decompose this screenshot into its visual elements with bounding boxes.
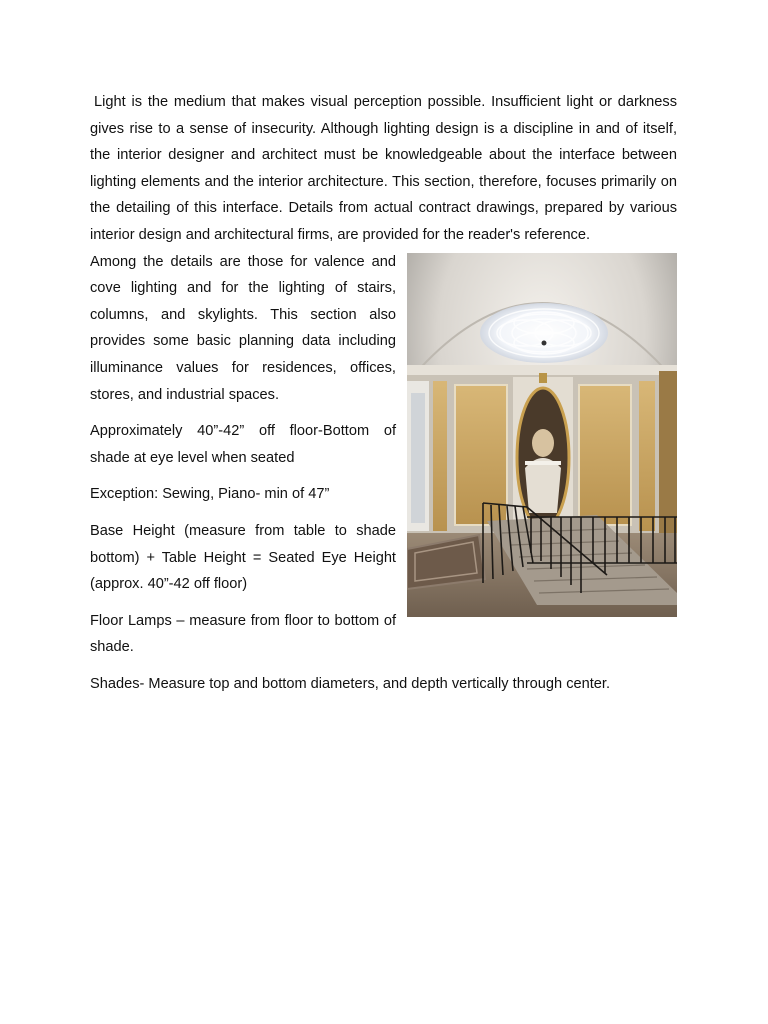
floor-lamps-paragraph: Floor Lamps – measure from floor to bottom of shade. <box>90 612 396 656</box>
document-page <box>90 89 677 697</box>
eye-level-height-paragraph: Approximately 40”-42” off floor-Bottom of shade at eye level when seated <box>90 423 396 466</box>
shades-paragraph: Shades- Measure top and bottom diameters, and depth vertically through center. <box>90 675 611 692</box>
exception-paragraph: Exception: Sewing, Piano- min of 47” <box>90 486 330 503</box>
stair-hall-photo <box>407 253 677 617</box>
intro-text-part2: Among the details are those for valence and cove lighting and for the lighting of stairs, columns, and skylights. This section also provides some basic planning data including illuminance values for residences, offices, stores, and industrial spaces. <box>90 253 396 403</box>
intro-paragraph <box>90 89 677 249</box>
base-height-paragraph: Base Height (measure from table to shade bottom) + Table Height = Seated Eye Height (approx. 40”-42 off floor) <box>90 522 396 593</box>
intro-text-part1: Light is the medium that makes visual perception possible. Insufficient light or darkness gives rise to a sense of insecurity. Although lighting design is a discipline in and of itself, the interior designer and architect must be knowledgeable about the interface between lighting elements and the interior architecture. This section, therefore, focuses primarily on the detailing of this interface. Details from actual contract drawings, prepared by various interior design and architectural firms, are provided for the reader's reference. <box>90 94 677 243</box>
